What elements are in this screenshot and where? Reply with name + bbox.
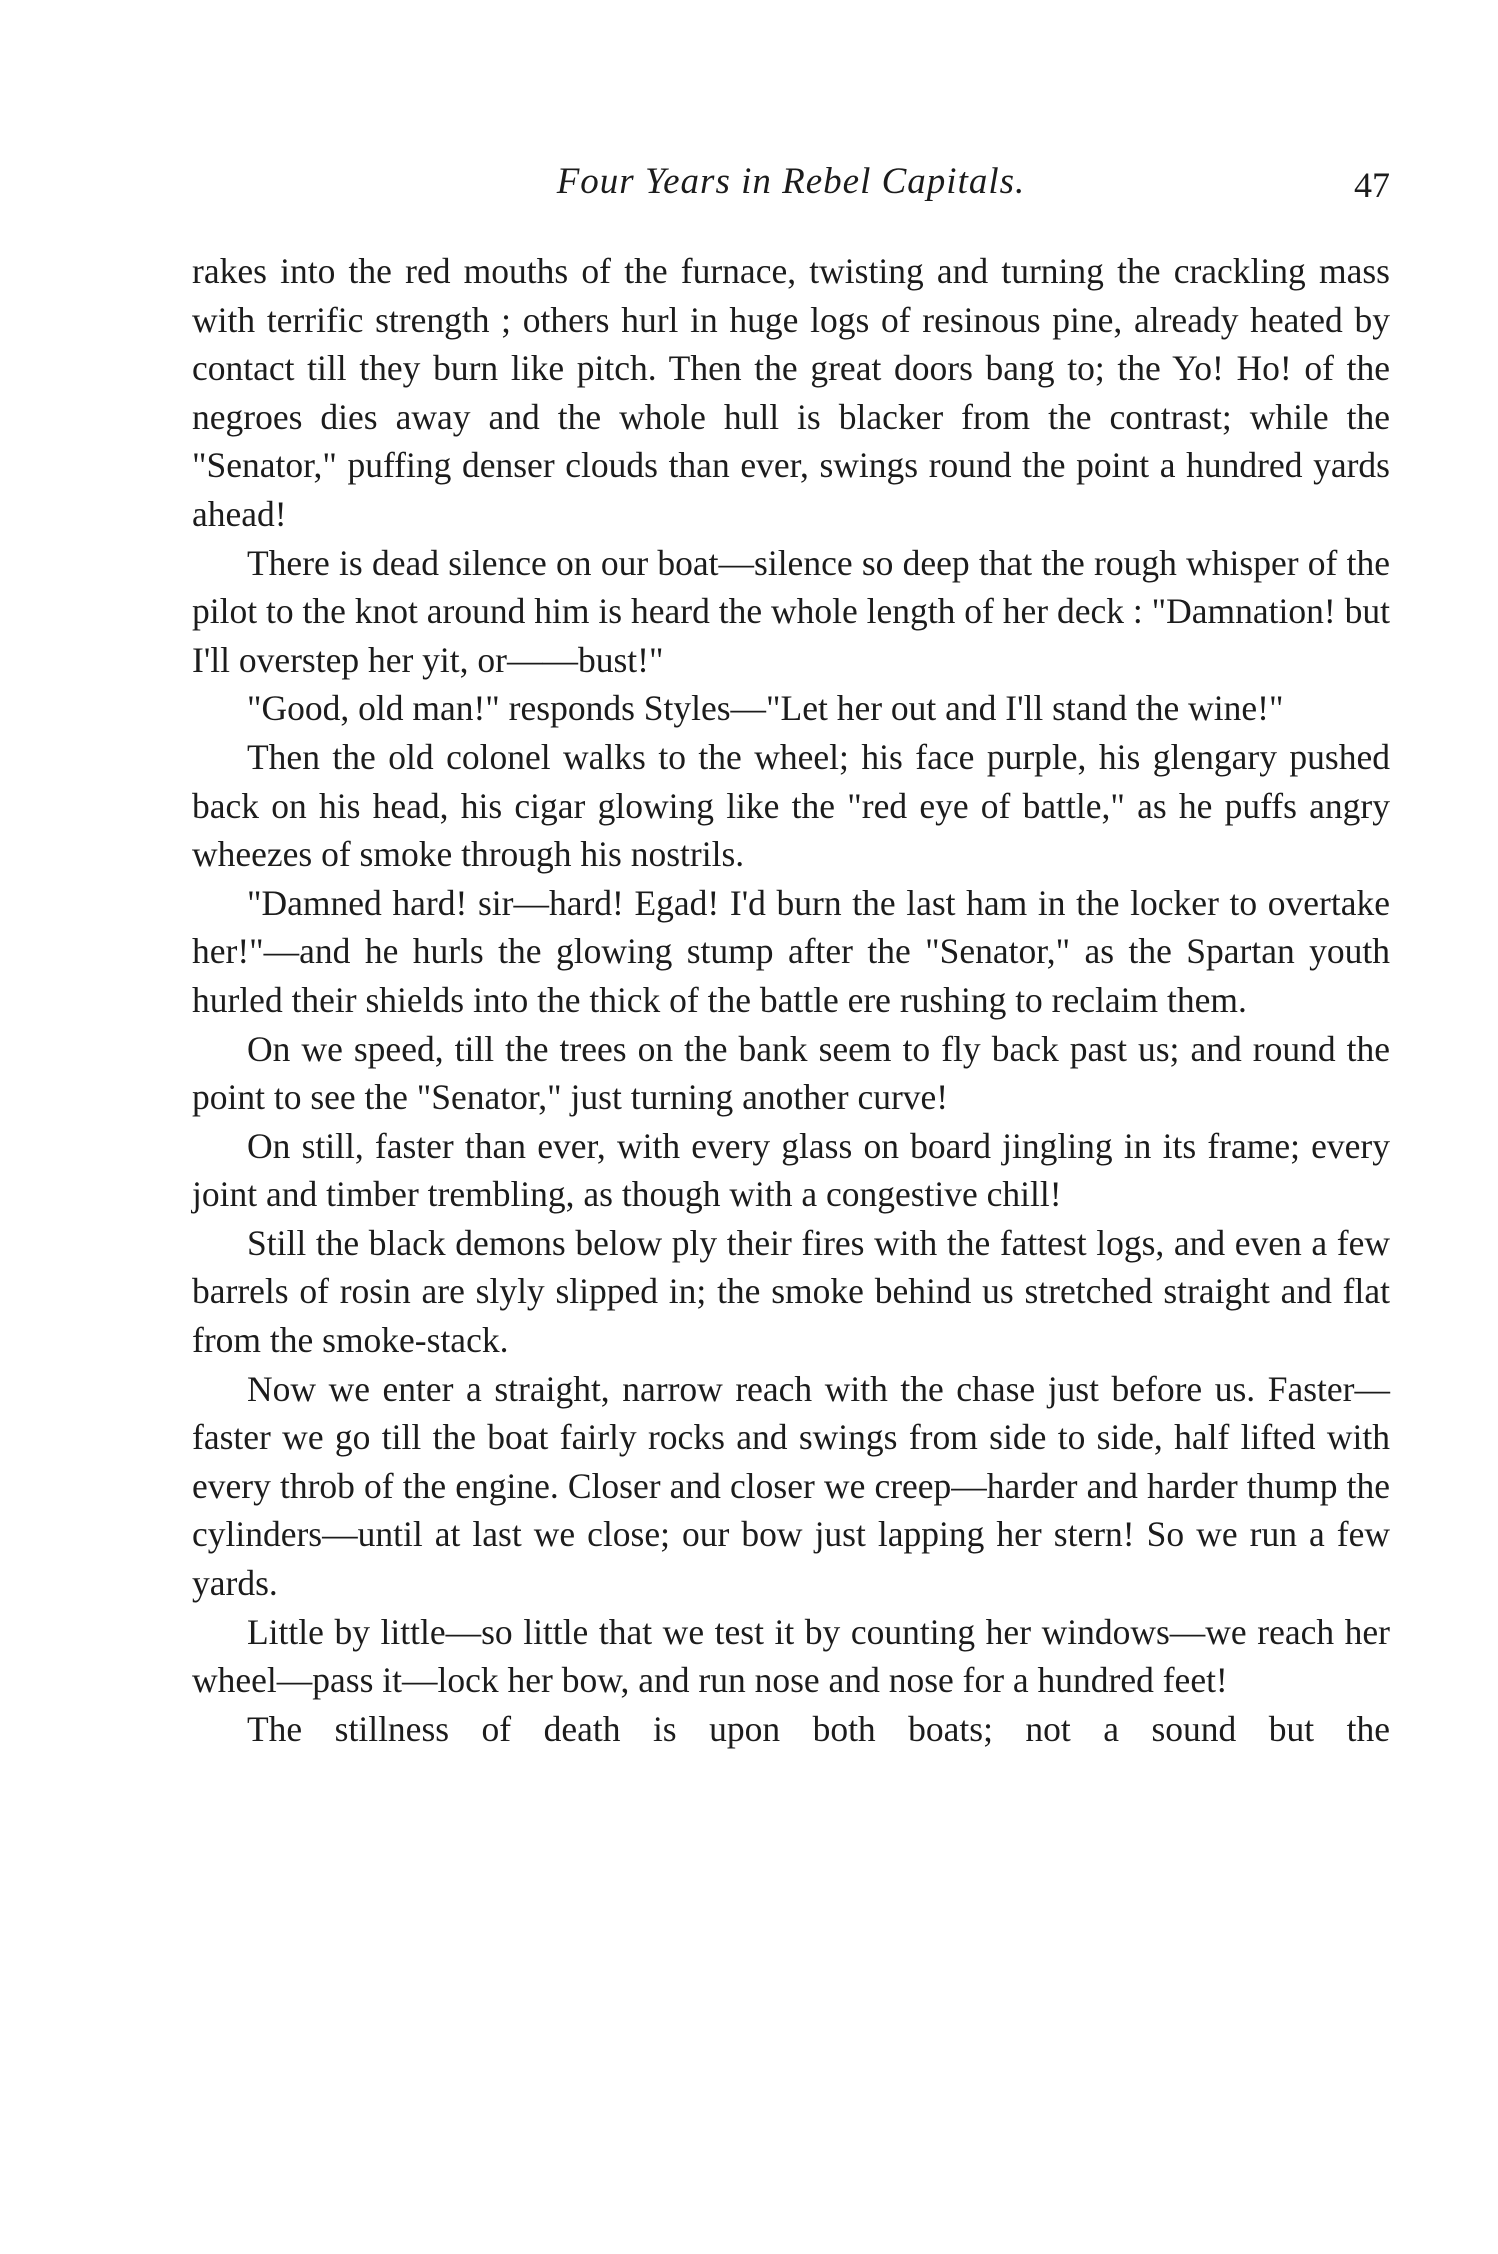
- paragraph-7: On still, faster than ever, with every glass on board jingling in its frame; every joint and timber trembling, as though with a congestive chill!: [192, 1125, 1390, 1215]
- paragraph-8: Still the black demons below ply their fires with the fattest logs, and even a few barrels of rosin are slyly slipped in; the smoke behind us stretched straight and flat from the smoke-stack.: [192, 1222, 1390, 1361]
- running-head: [192, 160, 1390, 210]
- paragraph-5: "Damned hard! sir—hard! Egad! I'd burn the last ham in the locker to overtake her!"—and he hurls the glowing stump after the "Senator," as the Spartan youth hurled their shields into the thick of the battle ere rushing to reclaim them.: [192, 882, 1390, 1020]
- paragraph-2: There is dead silence on our boat—silence so deep that the rough whisper of the pilot to the knot around him is heard the whole length of her deck : "Damnation! but I'll overstep her yit, or——bust!": [192, 542, 1390, 680]
- paragraph-10: Little by little—so little that we test it by counting her windows—we reach her wheel—pass it—lock her bow, and run nose and nose for a hundred feet!: [192, 1611, 1390, 1701]
- page-number: 47: [1354, 165, 1390, 205]
- running-title: Four Years in Rebel Capitals.: [556, 161, 1026, 202]
- body-text: [192, 247, 1390, 1753]
- paragraph-11: The stillness of death is upon both boats; not a sound but the: [247, 1708, 1390, 1749]
- paragraph-1: rakes into the red mouths of the furnace, twisting and turning the crackling mass with terrific strength ; others hurl in huge logs of resinous pine, already heated by contact till they burn like pitch. Then the great doors bang to; the Yo! Ho! of the negroes dies away and the whole hull is blacker from the contrast; while the "Senator," puffing denser clouds than ever, swings round the point a hundred yards ahead!: [192, 251, 1390, 534]
- paragraph-3: "Good, old man!" responds Styles—"Let her out and I'll stand the wine!": [247, 688, 1284, 729]
- paragraph-9: Now we enter a straight, narrow reach with the chase just before us. Faster—faster we go till the boat fairly rocks and swings from side to side, half lifted with every throb of the engine. Closer and closer we creep—harder and harder thump the cylinders—until at last we close; our bow just lapping her stern! So we run a few yards.: [192, 1368, 1390, 1604]
- paragraph-6: On we speed, till the trees on the bank seem to fly back past us; and round the point to see the "Senator," just turning another curve!: [192, 1028, 1390, 1118]
- paragraph-4: Then the old colonel walks to the wheel; his face purple, his glengary pushed back on his head, his cigar glowing like the "red eye of battle," as he puffs angry wheezes of smoke through his nostrils.: [192, 736, 1390, 875]
